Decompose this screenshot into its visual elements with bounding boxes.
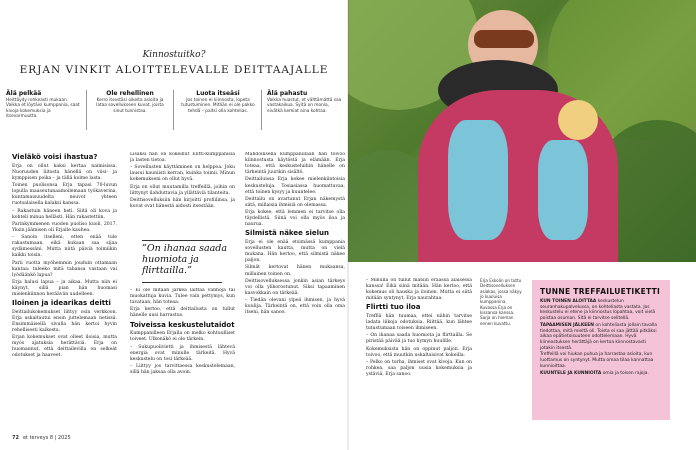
tip-divider: [86, 90, 87, 130]
box-lead: TAPAAMISEN JÄLKEEN: [540, 322, 594, 328]
tip-be-honest: [92, 90, 168, 114]
box-paragraph: [540, 323, 662, 352]
page-folio: [12, 435, 71, 441]
paragraph: Deittailuissa Erja kokee mielenkiintoisia keskusteluja. Tosiasiassa huomattavaa, että toinen kysyy ja kuuntelee.: [245, 177, 345, 195]
paragraph: Silmät kertovat hänen mukaansa, millainen toinen on.: [245, 265, 345, 277]
tip-dont-be-offended: [267, 90, 343, 114]
paragraph: Erjan kokemukset ovat olleet iloisia, mutta myös ajatuksia herättäviä. Erja on huomannut, että deittailevilla on selkeät odotukset ja haaveet.: [12, 335, 117, 359]
paragraph: Kumppanilleen Erjalla on melko kohtuulliset toiveet. Ulkonäkö ei ole tärkein.: [130, 331, 235, 343]
magazine-issue: et terveys 8 | 2025: [22, 435, 71, 441]
box-paragraph: [540, 299, 662, 322]
box-text: on kohteliasta jollain tavalla tiedottaa, mitä mieltä oli. Toista ei saa jättää pitkäksi aikaa epätietoisuuteen odottelemaan. Hyvä kiinnostuksen herättäjä on kertoa kiinnostavasti jotakin itsestä.: [540, 322, 657, 351]
box-text: Treffeillä voi hiukan puhua ja harrastaa asioita, kun luottamus on syntynyt. Mutta omaa tilaa kannattaa kunnioittaa.: [540, 352, 654, 369]
tip-title: Älä pahastu: [267, 90, 308, 97]
paragraph: Mahdollisella kumppanillaan hän toivoo kiinnostusta käytöstä ja elämään. Erja toteaa, että keskusteluihin hänelle on tärkeintä juurikin sisältö.: [245, 152, 345, 176]
etiquette-box: [532, 280, 670, 420]
tip-title: Ole rehellinen: [106, 90, 154, 97]
paragraph: Erja kertoo, että deittailusta on tullut hänelle uusi harrastus.: [130, 307, 235, 319]
box-paragraph: [540, 371, 662, 377]
paragraph: Erja halusi lapua – ja aikaa. Mutta niin ei käynyt, sillä pian hän huomasi mielenkiinnon heräävän uudelleen.: [12, 279, 117, 298]
tip-divider: [261, 90, 262, 130]
tip-text: Jos toinen ei kiinnosta, lopeta tutustuminen. Mitään ei ole pakko tehdä – paitsi olla kohtelias.: [181, 98, 255, 114]
paragraph: Treffiä hän tuumaa, ettei niihin tarvitse ladata liikoja odotuksia. Riittää, kun lähtee tutustumaan toiseen ihmiseen.: [366, 313, 472, 332]
paragraph: – Pelko on turha, ihmiset ovat kivoja. Kun on rohkea, saa paljon uusia kokemuksia ja ystäviä, Erja sanoo.: [366, 359, 472, 378]
article-photo: [348, 0, 696, 262]
paragraph: Erja ei ole enää etsimässä kumppania sovellusten kautta, mutta on vielä mukana. Hän kertoo, että silmistä näkee paljon.: [245, 240, 345, 264]
article-column-1: [12, 152, 117, 430]
paragraph: Erja kokee, että lemmen ei tarvitse olla täydellistä. Siinä voi olla myös iloa ja naurua.: [245, 210, 345, 228]
paragraph: Deittailu on avartanut Erjan näkemystä siitä, millaisia ihmisiä on olemassa.: [245, 196, 345, 208]
paragraph: Kokemuksista hän on oppinut paljon. Erja toivoo, että muutkin uskaltaisivat kokeilla.: [366, 346, 472, 358]
subheading: Silmistä näkee sielun: [245, 229, 329, 238]
subheading: Iloinen ja idearikas deitti: [12, 299, 111, 308]
subheading: Flirtti tuo iloa: [366, 303, 421, 312]
kicker: Kinnostuitko?: [142, 50, 206, 60]
quote-rule: [142, 240, 222, 241]
subheading: Vieläkö voisi ihastua?: [12, 153, 98, 161]
paragraph: – Sukupuolivietti ja ihmisestä lähtevä energia ovat minulle tärkeitä. Hyvä keskustelu on tosi tärkeää.: [130, 344, 235, 362]
box-text: omia ja toisen rajoja.: [602, 370, 649, 376]
article-column-2-bottom: [130, 288, 235, 430]
paragraph: – On ihanaa saada huomiota ja flirttailla. Se piristää päivää ja tuo hymyn huulille.: [366, 333, 472, 345]
tip-title: Älä pelkää: [6, 90, 42, 97]
paragraph: – Sanoin itselleni, etten enää tule rakastumaan, eikä kukaan saa sijaa sydämessäni. Mutta niitä päiviä toimiikin kaikki toisin.: [12, 235, 117, 259]
paragraph: Erja on ollut muutamilla treffeillä, joihin on liittynyt ilahduttavia ja yllättäviä tilanteita.: [130, 184, 235, 196]
article-column-3: [245, 152, 345, 430]
paragraph: Deittisovelluksessa jonkin asian tärkeys voi olla ylikorostunut. Siksi tapaaminen kasvokkain on tärkeää.: [245, 278, 345, 296]
tip-trust-yourself: [180, 90, 256, 114]
box-paragraph: [540, 352, 662, 369]
paragraph: – Tiedän olevani ylpeä ihmisen, ja hyvä kuulija. Tärkeintä on, että voin olla oma itseni, hän sanoo.: [245, 298, 345, 316]
tip-text: Heittäydy rohkeasti mukaan. Vaikka et löytäisi kumppania, saat kivoja kokemuksia ja itsevarmuutta.: [6, 98, 80, 120]
paragraph: – Ei ole mitään järkeä laittaa vanhoja tai muokattuja kuvia. Tulee vain pettymys, kun tavataan, hän toteaa.: [130, 288, 235, 306]
box-text: keskustelun seuranhakupalvelussa, on kohteliasta vastata. Jos keskustelu ei etene ja kiinnostus lopahtaa, voit vielä poistaa osuman. Sitä ei tarvitse selitellä.: [540, 299, 656, 322]
box-lead: KUUNTELE JA KUNNIOITA: [540, 370, 602, 376]
paragraph: Lisäksi hän on kokeillut Elitti-kumppanisia ja lasten tietoa.: [130, 152, 235, 164]
paragraph: Parii vuotta myöhemmin jouduin ottamaan kantaa: tuleeko mitä tahansa vastaan vai lyödäänkö lapua?: [12, 260, 117, 278]
paragraph: Toinen puolisonsa Erja tapasi 70-luvun lopulla maaseutunaamoilemaan työkaverina, kuntamaisuudelta neuvot yhteen ruotsalaisella kalaksi kanssa.: [12, 183, 117, 207]
photo-caption: Erja Eskolin on tuttu Deittisovelluksen asiakas, jossa näkyy jo kuuluisa kumppanina. Kuvassa Erja on kissansa kanssa. Sarja on hieman ennen kuvattu.: [480, 278, 522, 326]
paragraph: Deittisovelluksiin hän kirjoitti profiilinsa, ja kuvat ovat hänestä aidosti itsestään.: [130, 198, 235, 210]
article-title: ERJAN VINKIT ALOITTELEVALLE DEITTAAJALLE: [19, 64, 329, 76]
tip-title: Luota itseäsi: [196, 90, 240, 97]
tip-divider: [173, 90, 174, 130]
paragraph: Parinkymmenen vuoden puoliso kuoli, 2017. Yksin jäämisen oli Erjalle kauhea.: [12, 221, 117, 233]
tip-text: Vaikka huastut, et välttämättä saa vastakaikua. Syitä on monia, eivätkä kemiat aina kohtaa.: [267, 98, 342, 114]
tip-dont-be-afraid: [6, 90, 82, 119]
paragraph: – Sovellusten käyttäminen on helppoa. Joku lausui kauniisti kerran, kuinka toimii. Minun kokemukseni on ollut hyvä.: [130, 165, 235, 183]
paragraph: – Liittyy jos tarvittaessa keskustelemaan, sillä hän jaksaa olla avoin.: [130, 363, 235, 375]
article-column-4: [366, 278, 472, 430]
paragraph: – Minulla on tullut matsin eräässä alaisessa kanssa! Eikä siinä mitään. Hän kertoo, että kokemus oli hauska ja iloinen. Mutta ei siitä mitään syntynyt, Erja naurahtaa.: [366, 278, 472, 302]
box-title: TUNNE TREFFAILUETIKETTI: [540, 287, 661, 296]
paragraph: Erja on ollut kaksi kertaa naimisissa. Nuoruuden liitosta hänellä on viisi- ja kymppisen poika – ja tällä kolme lasta.: [12, 163, 117, 181]
pull-quote: ”On ihanaa saada huomiota ja flirttailla.”: [142, 243, 228, 276]
article-column-2-top: [130, 152, 235, 237]
paragraph: – Rakastuin häneen heti. Siitä oli kova ja kohteli minua hellästi. Hän rakastettiin.: [12, 208, 117, 220]
paragraph: Deittailukokemukset liittyy osin verkkoon. Erja uskaltautui ensin juttelemaan netissä. Ensimmäisellä sivulla hän kertoi hyvin rehellisesti kaikesta.: [12, 309, 117, 333]
subheading: Toiveissa keskustelutaidot: [130, 320, 235, 329]
quote-rule: [142, 282, 222, 283]
page-number: 72: [12, 435, 19, 441]
tip-text: Kerro itsestäsi oikeita asioita ja lataa sovellukseen kuvat, joista sinut tunnistaa.: [96, 98, 164, 114]
box-lead: KUN TOINEN ALOITTAA: [540, 299, 597, 304]
